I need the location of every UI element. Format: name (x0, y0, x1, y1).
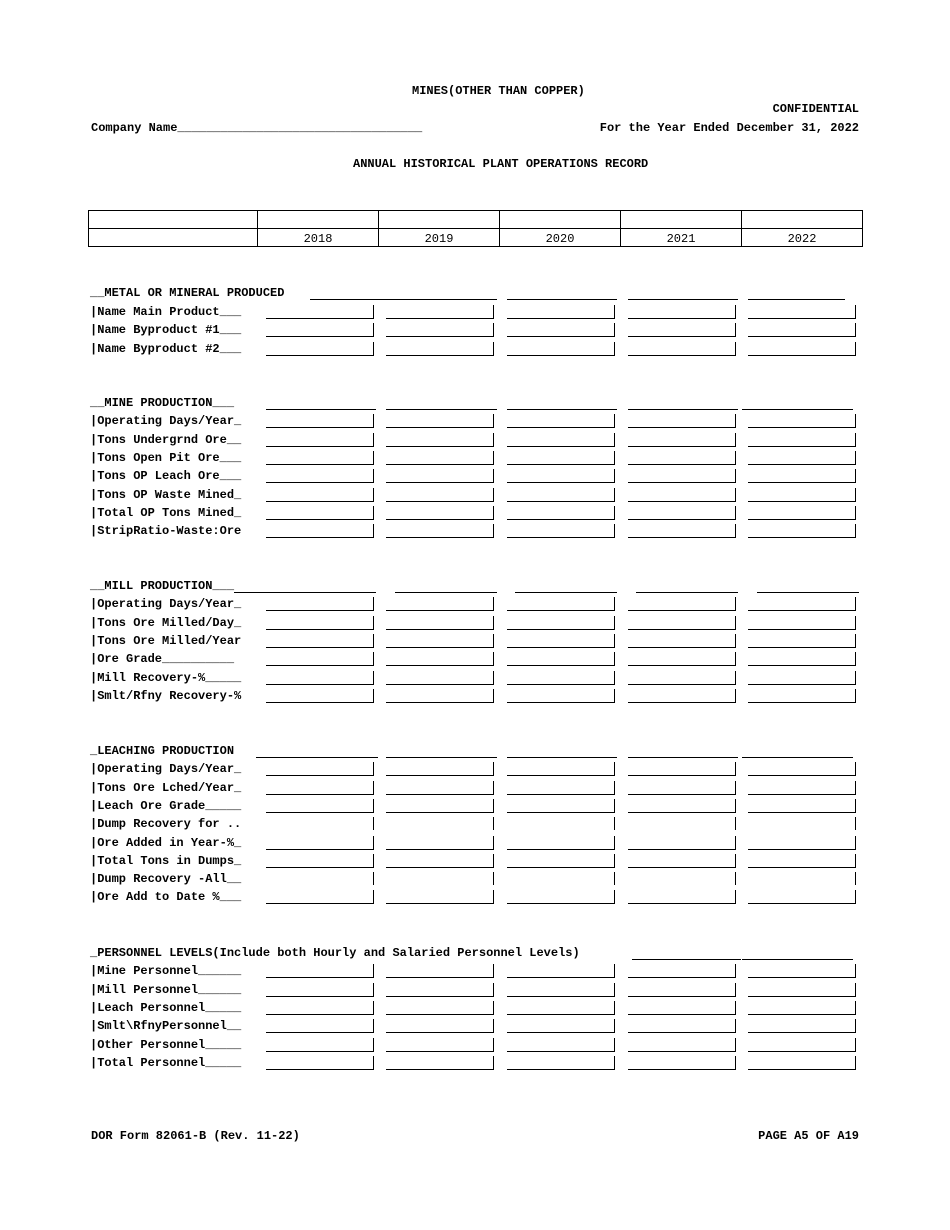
input-cell-2018[interactable] (266, 689, 374, 703)
form-row (90, 652, 870, 670)
input-cell-2021[interactable] (628, 1019, 736, 1033)
title-underline (310, 286, 497, 300)
input-cell-2022[interactable] (748, 671, 856, 685)
input-cell-2022[interactable] (748, 342, 856, 356)
input-cell-2020[interactable] (507, 689, 615, 703)
section-title: __MILL PRODUCTION___ (90, 579, 235, 593)
input-cell-2020[interactable] (507, 488, 615, 502)
input-cell-2018[interactable] (266, 451, 374, 465)
input-cell-2022[interactable] (748, 524, 856, 538)
row-label: |Mine Personnel______ (90, 964, 242, 979)
row-label: |Tons Open Pit Ore___ (90, 450, 242, 465)
form-row (90, 1038, 870, 1056)
form-row (90, 488, 870, 506)
year-ended-label: For the Year Ended December 31, 2022 (599, 121, 859, 135)
form-row (90, 689, 870, 707)
input-cell-2020[interactable] (507, 524, 615, 538)
title-underline (742, 744, 853, 758)
form-row (90, 872, 870, 890)
title-underline (507, 744, 617, 758)
input-cell-2022[interactable] (748, 433, 856, 447)
title-underline (515, 579, 617, 593)
title-underline (507, 396, 617, 410)
input-cell-2018[interactable] (266, 1001, 374, 1015)
header-cell (379, 211, 500, 229)
input-cell-2022[interactable] (748, 1001, 856, 1015)
row-label: |Ore Add to Date %___ (90, 890, 242, 905)
input-cell-2021[interactable] (628, 872, 736, 885)
input-cell-2019[interactable] (386, 781, 494, 795)
row-label: |Name Byproduct #1___ (90, 323, 242, 337)
row-label: |Dump Recovery -All__ (90, 872, 242, 887)
title-underline (386, 396, 497, 410)
form-row (90, 305, 870, 323)
input-cell-2020[interactable] (507, 964, 615, 978)
input-cell-2021[interactable] (628, 1056, 736, 1070)
form-row (90, 433, 870, 451)
section-title: _PERSONNEL LEVELS(Include both Hourly and Salaried Personnel Levels) (90, 946, 580, 960)
input-cell-2021[interactable] (628, 323, 736, 337)
input-cell-2019[interactable] (386, 451, 494, 465)
form-row (90, 836, 870, 854)
row-label: |Operating Days/Year_ (90, 762, 242, 777)
row-label: |Leach Ore Grade_____ (90, 798, 242, 813)
input-cell-2018[interactable] (266, 524, 374, 538)
input-cell-2019[interactable] (386, 506, 494, 520)
form-row (90, 597, 870, 615)
input-cell-2021[interactable] (628, 616, 736, 630)
form-row (90, 964, 870, 982)
input-cell-2019[interactable] (386, 689, 494, 703)
input-cell-2020[interactable] (507, 323, 615, 337)
row-label: |Name Byproduct #2___ (90, 341, 242, 356)
input-cell-2020[interactable] (507, 781, 615, 795)
form-id: DOR Form 82061-B (Rev. 11-22) (91, 1129, 300, 1143)
mines-title: MINES(OTHER THAN COPPER) (412, 84, 585, 98)
input-cell-2021[interactable] (628, 524, 736, 538)
row-label: |Total Tons in Dumps_ (90, 853, 242, 868)
input-cell-2018[interactable] (266, 836, 374, 850)
input-cell-2020[interactable] (507, 597, 615, 611)
input-cell-2020[interactable] (507, 799, 615, 813)
input-cell-2022[interactable] (748, 836, 856, 850)
input-cell-2022[interactable] (748, 451, 856, 465)
row-label: |StripRatio-Waste:Ore (90, 524, 242, 539)
input-cell-2019[interactable] (386, 342, 494, 356)
row-label: |Tons Ore Milled/Day_ (90, 615, 242, 630)
title-underline (266, 396, 376, 410)
input-cell-2021[interactable] (628, 1001, 736, 1015)
input-cell-2019[interactable] (386, 762, 494, 776)
form-row (90, 890, 870, 908)
input-cell-2018[interactable] (266, 762, 374, 776)
input-cell-2021[interactable] (628, 836, 736, 850)
input-cell-2019[interactable] (386, 469, 494, 483)
input-cell-2021[interactable] (628, 634, 736, 648)
input-cell-2021[interactable] (628, 451, 736, 465)
form-row (90, 781, 870, 799)
input-cell-2018[interactable] (266, 506, 374, 520)
input-cell-2020[interactable] (507, 872, 615, 885)
input-cell-2019[interactable] (386, 983, 494, 997)
row-label: |Tons OP Leach Ore___ (90, 469, 242, 484)
form-row (90, 506, 870, 524)
form-row (90, 414, 870, 432)
form-row (90, 671, 870, 689)
input-cell-2019[interactable] (386, 964, 494, 978)
form-row (90, 1019, 870, 1037)
input-cell-2020[interactable] (507, 616, 615, 630)
input-cell-2020[interactable] (507, 1038, 615, 1052)
title-underline (628, 396, 738, 410)
form-row (90, 983, 870, 1001)
form-row (90, 817, 870, 835)
confidential-label: CONFIDENTIAL (772, 102, 859, 116)
input-cell-2019[interactable] (386, 836, 494, 850)
input-cell-2019[interactable] (386, 323, 494, 337)
input-cell-2022[interactable] (748, 689, 856, 703)
input-cell-2018[interactable] (266, 597, 374, 611)
input-cell-2019[interactable] (386, 890, 494, 904)
form-row (90, 469, 870, 487)
input-cell-2022[interactable] (748, 854, 856, 868)
form-row (90, 1001, 870, 1019)
input-cell-2022[interactable] (748, 488, 856, 502)
title-underline (757, 579, 859, 593)
input-cell-2021[interactable] (628, 671, 736, 685)
row-label: |Tons OP Waste Mined_ (90, 487, 242, 502)
input-cell-2022[interactable] (748, 616, 856, 630)
input-cell-2020[interactable] (507, 342, 615, 356)
input-cell-2019[interactable] (386, 799, 494, 813)
input-cell-2018[interactable] (266, 305, 374, 319)
form-row (90, 616, 870, 634)
input-cell-2021[interactable] (628, 689, 736, 703)
input-cell-2021[interactable] (628, 890, 736, 904)
input-cell-2021[interactable] (628, 305, 736, 319)
input-cell-2022[interactable] (748, 1038, 856, 1052)
header-cell (500, 211, 621, 229)
input-cell-2022[interactable] (748, 817, 856, 830)
input-cell-2022[interactable] (748, 305, 856, 319)
input-cell-2020[interactable] (507, 890, 615, 904)
row-label: |Smlt/Rfny Recovery-% (90, 688, 242, 703)
row-label: |Name Main Product___ (90, 304, 242, 319)
input-cell-2018[interactable] (266, 469, 374, 483)
title-underline (395, 579, 497, 593)
section-title: __METAL OR MINERAL PRODUCED (90, 286, 285, 300)
input-cell-2018[interactable] (266, 652, 374, 666)
input-cell-2021[interactable] (628, 469, 736, 483)
form-row (90, 1056, 870, 1074)
input-cell-2019[interactable] (386, 671, 494, 685)
form-row (90, 762, 870, 780)
title-underline (748, 286, 845, 300)
form-row (90, 799, 870, 817)
input-cell-2018[interactable] (266, 1056, 374, 1070)
input-cell-2018[interactable] (266, 799, 374, 813)
input-cell-2022[interactable] (748, 964, 856, 978)
input-cell-2020[interactable] (507, 817, 615, 830)
title-underline (234, 579, 376, 593)
form-row (90, 634, 870, 652)
row-label: |Total OP Tons Mined_ (90, 505, 242, 520)
input-cell-2022[interactable] (748, 597, 856, 611)
input-cell-2019[interactable] (386, 1019, 494, 1033)
input-cell-2018[interactable] (266, 817, 374, 830)
row-label: |Tons Ore Lched/Year_ (90, 780, 242, 795)
input-cell-2019[interactable] (386, 1038, 494, 1052)
row-label: |Mill Personnel______ (90, 982, 242, 997)
page-number: PAGE A5 OF A19 (758, 1129, 859, 1143)
input-cell-2022[interactable] (748, 1019, 856, 1033)
year-2019: 2019 (379, 229, 500, 247)
input-cell-2021[interactable] (628, 433, 736, 447)
input-cell-2019[interactable] (386, 872, 494, 885)
input-cell-2018[interactable] (266, 616, 374, 630)
input-cell-2019[interactable] (386, 652, 494, 666)
input-cell-2019[interactable] (386, 1001, 494, 1015)
title-underline (636, 579, 738, 593)
input-cell-2021[interactable] (628, 762, 736, 776)
input-cell-2021[interactable] (628, 488, 736, 502)
section-title: _LEACHING PRODUCTION (90, 744, 235, 758)
input-cell-2021[interactable] (628, 1038, 736, 1052)
input-cell-2018[interactable] (266, 671, 374, 685)
input-cell-2021[interactable] (628, 597, 736, 611)
year-2021: 2021 (621, 229, 742, 247)
input-cell-2022[interactable] (748, 652, 856, 666)
input-cell-2021[interactable] (628, 652, 736, 666)
row-label: |Dump Recovery for .. (90, 817, 242, 832)
header-cell (89, 211, 258, 229)
input-cell-2022[interactable] (748, 983, 856, 997)
input-cell-2020[interactable] (507, 451, 615, 465)
input-cell-2022[interactable] (748, 506, 856, 520)
input-cell-2020[interactable] (507, 983, 615, 997)
input-cell-2018[interactable] (266, 488, 374, 502)
title-underline (507, 286, 617, 300)
input-cell-2019[interactable] (386, 597, 494, 611)
input-cell-2018[interactable] (266, 1038, 374, 1052)
input-cell-2019[interactable] (386, 817, 494, 830)
row-label: |Other Personnel_____ (90, 1037, 242, 1052)
year-2022: 2022 (742, 229, 863, 247)
input-cell-2021[interactable] (628, 964, 736, 978)
input-cell-2020[interactable] (507, 1001, 615, 1015)
input-cell-2020[interactable] (507, 671, 615, 685)
row-label: |Ore Added in Year-%_ (90, 835, 242, 850)
form-row (90, 451, 870, 469)
input-cell-2020[interactable] (507, 652, 615, 666)
input-cell-2020[interactable] (507, 433, 615, 447)
input-cell-2018[interactable] (266, 1019, 374, 1033)
input-cell-2018[interactable] (266, 890, 374, 904)
company-name-field[interactable]: Company Name__________________________________ (91, 121, 423, 135)
input-cell-2021[interactable] (628, 342, 736, 356)
title-underline (628, 286, 738, 300)
input-cell-2021[interactable] (628, 781, 736, 795)
input-cell-2020[interactable] (507, 414, 615, 428)
input-cell-2022[interactable] (748, 1056, 856, 1070)
input-cell-2020[interactable] (507, 1056, 615, 1070)
input-cell-2018[interactable] (266, 781, 374, 795)
year-2020: 2020 (500, 229, 621, 247)
input-cell-2021[interactable] (628, 414, 736, 428)
title-underline (628, 744, 738, 758)
input-cell-2022[interactable] (748, 469, 856, 483)
input-cell-2020[interactable] (507, 762, 615, 776)
form-row (90, 854, 870, 872)
form-row (90, 323, 870, 341)
input-cell-2020[interactable] (507, 305, 615, 319)
title-underline (742, 396, 853, 410)
form-row (90, 524, 870, 542)
row-label: |Tons Undergrnd Ore__ (90, 432, 242, 447)
input-cell-2020[interactable] (507, 469, 615, 483)
input-cell-2019[interactable] (386, 433, 494, 447)
input-cell-2021[interactable] (628, 983, 736, 997)
input-cell-2020[interactable] (507, 1019, 615, 1033)
input-cell-2018[interactable] (266, 433, 374, 447)
input-cell-2018[interactable] (266, 964, 374, 978)
input-cell-2018[interactable] (266, 872, 374, 885)
input-cell-2020[interactable] (507, 854, 615, 868)
row-label: |Mill Recovery-%_____ (90, 670, 242, 685)
input-cell-2019[interactable] (386, 414, 494, 428)
input-cell-2021[interactable] (628, 854, 736, 868)
input-cell-2021[interactable] (628, 799, 736, 813)
input-cell-2020[interactable] (507, 836, 615, 850)
title-underline (742, 946, 853, 960)
input-cell-2022[interactable] (748, 890, 856, 904)
input-cell-2021[interactable] (628, 506, 736, 520)
header-cell (742, 211, 863, 229)
input-cell-2018[interactable] (266, 983, 374, 997)
row-label: |Leach Personnel_____ (90, 1000, 242, 1015)
year-2018: 2018 (258, 229, 379, 247)
input-cell-2019[interactable] (386, 854, 494, 868)
row-label: |Smlt\RfnyPersonnel__ (90, 1019, 242, 1034)
input-cell-2022[interactable] (748, 872, 856, 885)
input-cell-2022[interactable] (748, 323, 856, 337)
input-cell-2018[interactable] (266, 414, 374, 428)
input-cell-2019[interactable] (386, 1056, 494, 1070)
record-title: ANNUAL HISTORICAL PLANT OPERATIONS RECORD (353, 157, 649, 171)
title-underline (632, 946, 741, 960)
section-title: __MINE PRODUCTION___ (90, 396, 235, 410)
title-underline (256, 744, 378, 758)
header-cell (258, 211, 379, 229)
input-cell-2018[interactable] (266, 634, 374, 648)
input-cell-2018[interactable] (266, 854, 374, 868)
header-cell (89, 229, 258, 247)
input-cell-2019[interactable] (386, 305, 494, 319)
title-underline (386, 744, 497, 758)
input-cell-2019[interactable] (386, 634, 494, 648)
input-cell-2019[interactable] (386, 524, 494, 538)
input-cell-2022[interactable] (748, 634, 856, 648)
header-cell (621, 211, 742, 229)
row-label: |Operating Days/Year_ (90, 414, 242, 429)
year-header-table (88, 210, 863, 247)
input-cell-2020[interactable] (507, 634, 615, 648)
input-cell-2022[interactable] (748, 414, 856, 428)
input-cell-2018[interactable] (266, 323, 374, 337)
row-label: |Operating Days/Year_ (90, 597, 242, 612)
input-cell-2020[interactable] (507, 506, 615, 520)
row-label: |Total Personnel_____ (90, 1055, 242, 1070)
input-cell-2019[interactable] (386, 488, 494, 502)
input-cell-2022[interactable] (748, 781, 856, 795)
input-cell-2022[interactable] (748, 799, 856, 813)
input-cell-2022[interactable] (748, 762, 856, 776)
row-label: |Ore Grade__________ (90, 652, 235, 667)
input-cell-2021[interactable] (628, 817, 736, 830)
input-cell-2019[interactable] (386, 616, 494, 630)
form-row (90, 342, 870, 360)
row-label: |Tons Ore Milled/Year (90, 633, 242, 648)
input-cell-2018[interactable] (266, 342, 374, 356)
